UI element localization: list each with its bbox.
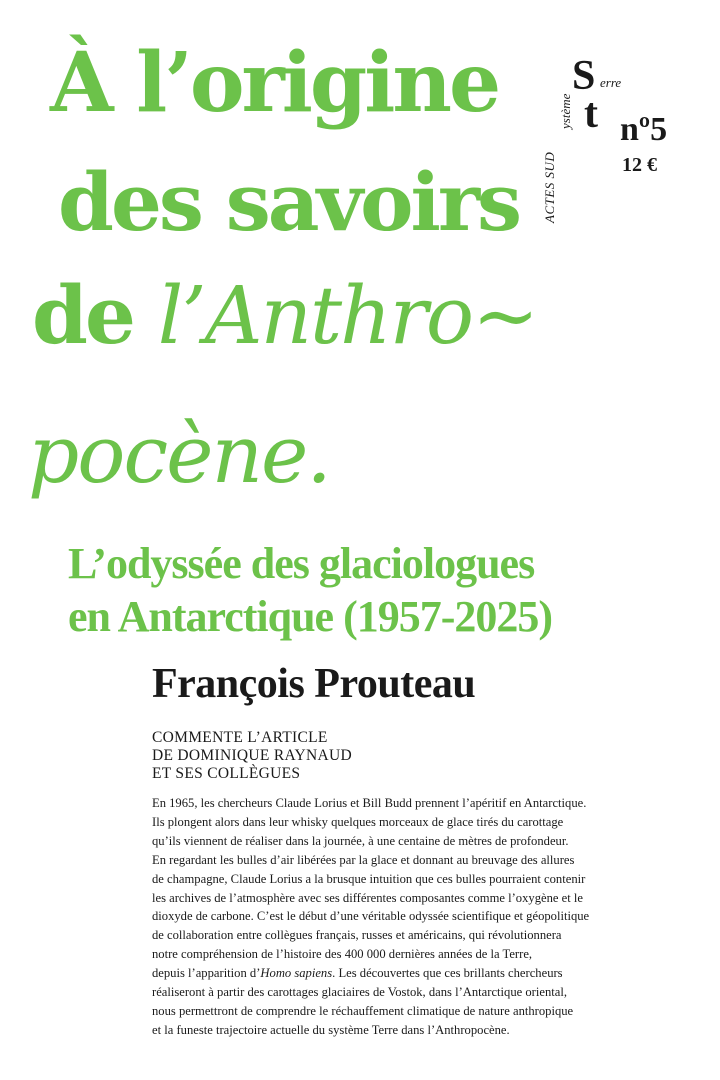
blurb-line: notre compréhension de l’histoire des 400 000 dernières années de la Terre, (152, 947, 533, 962)
blurb-line: de champagne, Claude Lorius a la brusque intuition que ces bulles pourraient contenir (152, 871, 586, 886)
title-line-3 (32, 268, 538, 362)
price: 12 € (622, 154, 657, 176)
blurb-line: En 1965, les chercheurs Claude Lorius et Bill Budd prennent l’apéritif en Antarctique. (152, 796, 587, 810)
author-name: François Prouteau (152, 661, 476, 707)
blurb (152, 794, 642, 1040)
blurb-line: Ils plongent alors dans leur whisky quelques morceaux de glace tirés du carottage (152, 814, 564, 829)
publisher-name: ACTES SUD (542, 151, 557, 223)
logo-letter-t: t (584, 91, 598, 137)
title-line-3-prefix: de (32, 268, 158, 362)
logo-letter-s: S (572, 53, 596, 99)
kicker (152, 729, 352, 783)
kicker-line: COMMENTE L’ARTICLE (152, 729, 328, 746)
title-line-2: des savoirs (58, 155, 520, 249)
subtitle (68, 537, 708, 643)
blurb-line: nous permettront de comprendre le réchauffement climatique de nature anthropique (152, 1003, 574, 1018)
subtitle-line-2: en Antarctique (1957-2025) (68, 592, 553, 641)
title-line-1: À l’origine (50, 35, 499, 131)
blurb-line: dioxyde de carbone. C’est le début d’une véritable odyssée scientifique et géopolitique (152, 909, 590, 924)
blurb-line: et la funeste trajectoire actuelle du système Terre dans l’Anthropocène. (152, 1022, 510, 1037)
blurb-line: En regardant les bulles d’air libérées par la glace et donnant au breuvage des allures (152, 852, 575, 867)
kicker-line: ET SES COLLÈGUES (152, 765, 301, 782)
issue-number: nº5 (620, 111, 668, 148)
blurb-line: de collaboration entre collègues français, russes et américains, qui révolutionnera (152, 928, 562, 943)
title-line-3-italic: l’Anthro~ (157, 269, 538, 362)
logo-systeme: ystème (558, 93, 573, 129)
blurb-line: réaliseront à partir des carottages glaciaires de Vostok, dans l’Antarctique oriental, (152, 985, 567, 1000)
blurb-text: depuis l’apparition d’ (152, 966, 261, 981)
blurb-italic-text: Homo sapiens (260, 966, 333, 981)
blurb-line: qu’ils viennent de réaliser dans la journée, à une centaine de mètres de profondeur. (152, 833, 569, 848)
title-line-4: pocène. (28, 408, 330, 501)
blurb-line: les archives de l’atmosphère avec ses différentes composantes comme l’oxygène et le (152, 890, 583, 905)
blurb-text: . Les découvertes que ces brillants chercheurs (332, 966, 563, 981)
kicker-line: DE DOMINIQUE RAYNAUD (152, 747, 353, 764)
blurb-line (152, 964, 642, 983)
logo-terre: erre (600, 75, 622, 90)
subtitle-line-1: L’odyssée des glaciologues (68, 539, 535, 588)
series-logo (542, 53, 702, 235)
